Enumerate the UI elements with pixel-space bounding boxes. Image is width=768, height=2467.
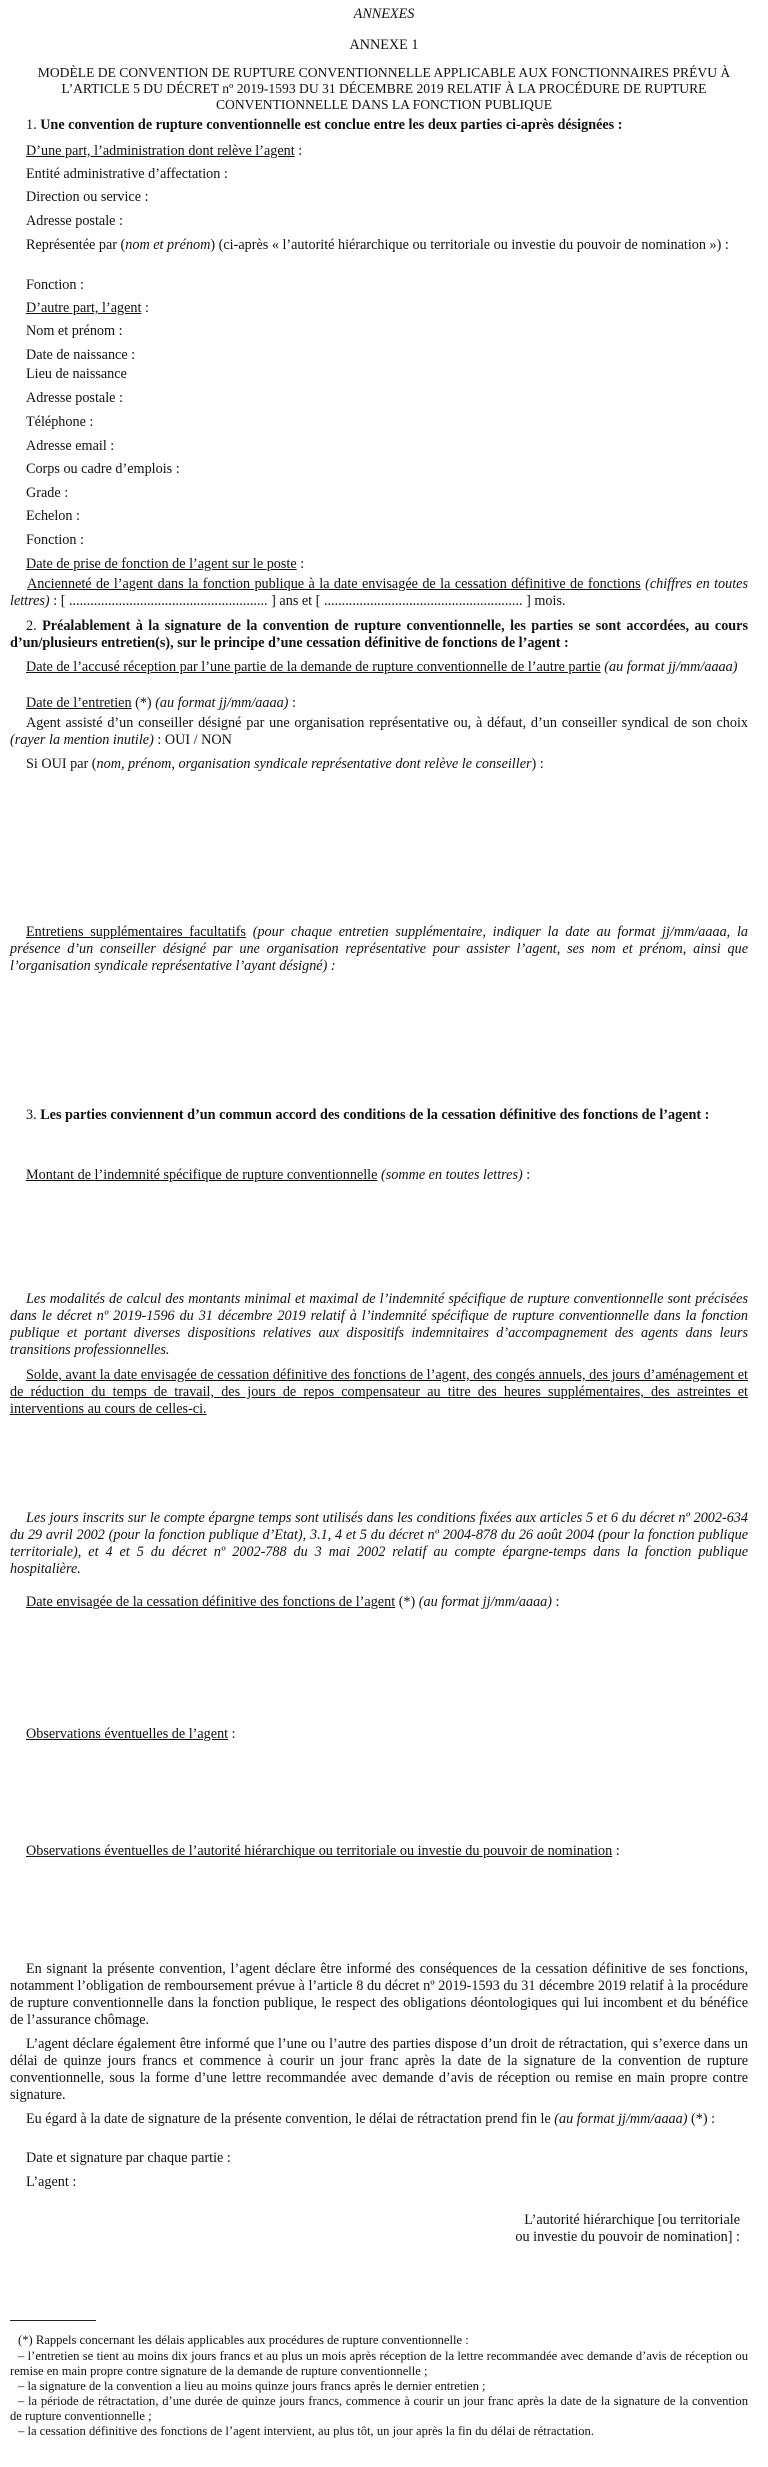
field-entite: Entité administrative d’affectation : bbox=[26, 166, 228, 182]
accuse-label: Date de l’accusé réception par l’une partie de la demande de rupture conventionnelle de l’autre partie bbox=[26, 659, 601, 675]
footnote-item: – la cessation définitive des fonctions de l’agent intervient, au plus tôt, un jour après la fin du délai de rétractation. bbox=[18, 2424, 594, 2438]
signature-agent: L’agent : bbox=[26, 2174, 77, 2190]
field-email: Adresse email : bbox=[26, 438, 115, 454]
field-observations-autorite: Observations éventuelles de l’autorité hiérarchique ou territoriale ou investie du pouvoir de nomination : bbox=[26, 1843, 620, 1859]
field-echelon: Echelon : bbox=[26, 508, 80, 524]
rep-text-b: nom et prénom bbox=[125, 237, 211, 253]
field-lieu-naissance: Lieu de naissance bbox=[26, 366, 127, 382]
section-1-title: Une convention de rupture conventionnelle est conclue entre les deux parties ci-après désignées : bbox=[40, 117, 623, 133]
footnote-item: – la période de rétractation, d’une durée de quinze jours francs, commence à courir un jour franc après la date de la signature de la convention de rupture conventionnelle ; bbox=[10, 2394, 748, 2423]
retractation-format: (au format jj/mm/aaaa) bbox=[554, 2111, 688, 2127]
footnote-title: (*) Rappels concernant les délais applicables aux procédures de rupture conventionnelle : bbox=[18, 2333, 469, 2347]
obs-autorite-label: Observations éventuelles de l’autorité hiérarchique ou territoriale ou investie du pouvoir de nomination bbox=[26, 1843, 613, 1859]
anciennete-note: (chiffres en toutes lettres) bbox=[10, 576, 748, 609]
closing-paragraph-1: En signant la présente convention, l’agent déclare être informé des conséquences de la cessation définitive de ses fonctions, notamment l’obligation de remboursement prévue à l’article 8 du décret nº 2019-1593 du 31 décembre 2019 relatif à la procédure de rupture conventionnelle dans la fonction publique, le respect des obligations déontologiques qui lui incombent et du bénéfice de l’assurance chômage. bbox=[10, 1961, 748, 2028]
field-adresse-agent: Adresse postale : bbox=[26, 390, 123, 406]
field-observations-agent: Observations éventuelles de l’agent : bbox=[26, 1726, 236, 1742]
document-title: MODÈLE DE CONVENTION DE RUPTURE CONVENTIONNELLE APPLICABLE AUX FONCTIONNAIRES PRÉVU À L’ARTICLE 5 DU DÉCRET nº 2019-1593 DU 31 DÉCEMBRE 2019 RELATIF À LA PROCÉDURE DE RUPTURE CONVENTIONNELLE DANS LA FONCTION PUBLIQUE bbox=[37, 65, 731, 112]
field-si-oui bbox=[26, 756, 746, 773]
date-cessation-star: (*) bbox=[395, 1594, 419, 1610]
obs-agent-label: Observations éventuelles de l’agent bbox=[26, 1726, 229, 1742]
section-2-number: 2. bbox=[26, 618, 37, 634]
field-date-cessation bbox=[26, 1594, 746, 1611]
modalites-calcul: Les modalités de calcul des montants minimal et maximal de l’indemnité spécifique de rupture conventionnelle sont précisées dans le décret nº 2019-1596 du 31 décembre 2019 relatif à l’indemnité spécifique de rupture conventionnelle dans la fonction publique et portant diverses dispositions relatives aux dispositifs indemnitaires d’accompagnement des agents dans leurs transitions professionnelles. bbox=[10, 1291, 748, 1358]
supp-label: Entretiens supplémentaires facultatifs bbox=[26, 924, 246, 940]
field-adresse-admin: Adresse postale : bbox=[26, 213, 123, 229]
sioui-b: nom, prénom, organisation syndicale représentative dont relève le conseiller bbox=[96, 756, 532, 772]
closing-paragraph-2: L’agent déclare également être informé que l’une ou l’autre des parties dispose d’un droit de rétractation, qui s’exerce dans un délai de quinze jours francs et commence à courir un jour franc après la date de la signature de la convention de rupture conventionnelle, sous la forme d’une lettre recommandée avec demande d’avis de réception ou remise en main propre contre signature. bbox=[10, 2036, 748, 2103]
field-date-naissance: Date de naissance : bbox=[26, 347, 136, 363]
entretien-star: (*) bbox=[131, 695, 156, 711]
closing-paragraph-3 bbox=[10, 2111, 748, 2128]
assiste-choice: : OUI / NON bbox=[153, 732, 232, 748]
signature-autorite-line-1: L’autorité hiérarchique [ou territoriale bbox=[524, 2212, 740, 2228]
field-anciennete bbox=[10, 576, 748, 610]
anciennete-label: Ancienneté de l’agent dans la fonction publique à la date envisagée de la cessation définitive de fonctions bbox=[27, 576, 641, 592]
agent-party-label: D’autre part, l’agent bbox=[26, 300, 142, 316]
solde-conges: Solde, avant la date envisagée de cessation définitive des fonctions de l’agent, des congés annuels, des jours d’aménagement et de réduction du temps de travail, des jours de repos compensateur au titre des heures supplémentaires, des astreintes et interventions au cours de celles-ci. bbox=[10, 1367, 748, 1417]
field-fonction-agent: Fonction : bbox=[26, 532, 84, 548]
field-representee bbox=[26, 237, 746, 254]
footnote-separator bbox=[10, 2320, 96, 2321]
anciennete-blank: : [ ........................................................ ] ans et [ ........................................................ ] mois. bbox=[49, 593, 566, 609]
field-prise-fonction: Date de prise de fonction de l’agent sur le poste : bbox=[26, 556, 305, 572]
accuse-format: (au format jj/mm/aaaa) bbox=[604, 659, 738, 675]
admin-party-label: D’une part, l’administration dont relève l’agent bbox=[26, 143, 295, 159]
admin-party: D’une part, l’administration dont relève l’agent : bbox=[26, 143, 303, 159]
section-2-heading bbox=[10, 618, 748, 652]
field-entretiens-supplementaires bbox=[10, 924, 748, 975]
field-grade: Grade : bbox=[26, 485, 69, 501]
field-corps: Corps ou cadre d’emplois : bbox=[26, 461, 180, 477]
signature-autorite-line-2: ou investie du pouvoir de nomination] : bbox=[515, 2229, 740, 2245]
field-accuse-reception bbox=[10, 659, 748, 676]
assiste-note: (rayer la mention inutile) bbox=[10, 732, 154, 748]
retractation-star: (*) : bbox=[687, 2111, 716, 2127]
footnote-item: – l’entretien se tient au moins dix jours francs et au plus un mois après réception de la lettre recommandée avec demande d’avis de réception ou remise en main propre contre signature de la demande de rupture conventionnelle ; bbox=[10, 2349, 748, 2378]
rep-text-a: Représentée par ( bbox=[26, 237, 126, 253]
field-agent-assiste bbox=[10, 715, 748, 749]
field-telephone: Téléphone : bbox=[26, 414, 94, 430]
section-3-heading bbox=[10, 1107, 748, 1124]
field-nom: Nom et prénom : bbox=[26, 323, 123, 339]
section-3-title: Les parties conviennent d’un commun accord des conditions de la cessation définitive des fonctions de l’agent : bbox=[40, 1107, 710, 1123]
section-1-number: 1. bbox=[26, 117, 37, 133]
footnote-item: – la signature de la convention a lieu au moins quinze jours francs après le dernier entretien ; bbox=[18, 2379, 486, 2393]
section-2-title: Préalablement à la signature de la convention de rupture conventionnelle, les parties se sont accordées, au cours d’un/plusieurs entretien(s), sur le principe d’une cessation définitive de fonctions de l’agent : bbox=[10, 618, 748, 651]
field-direction: Direction ou service : bbox=[26, 189, 149, 205]
signature-prompt: Date et signature par chaque partie : bbox=[26, 2150, 231, 2166]
field-date-entretien: Date de l’entretien (*) (au format jj/mm/aaaa) : bbox=[26, 695, 296, 711]
montant-label: Montant de l’indemnité spécifique de rupture conventionnelle bbox=[26, 1167, 378, 1183]
assiste-text: Agent assisté d’un conseiller désigné par une organisation représentative ou, à défaut, d’un conseiller syndical de son choix bbox=[26, 715, 748, 731]
section-3-number: 3. bbox=[26, 1107, 37, 1123]
compte-epargne-temps: Les jours inscrits sur le compte épargne temps sont utilisés dans les conditions fixées aux articles 5 et 6 du décret nº 2002-634 du 29 avril 2002 (pour la fonction publique d’Etat), 3.1, 4 et 5 du décret nº 2004-878 du 26 août 2004 (pour la fonction publique territoriale), et 4 et 5 du décret nº 2002-788 du 3 mai 2002 relatif au compte épargne-temps dans la fonction publique hospitalière. bbox=[10, 1510, 748, 1577]
montant-note: (somme en toutes lettres) bbox=[380, 1167, 523, 1183]
entretien-label: Date de l’entretien bbox=[26, 695, 132, 711]
supp-note: (pour chaque entretien supplémentaire, indiquer la date au format jj/mm/aaaa, la présence d’un conseiller désigné par une organisation représentative pour assister l’agent, ses nom et prénom, ainsi que l’organisation syndicale représentative l’ayant désigné) : bbox=[10, 924, 749, 974]
prise-fonction-label: Date de prise de fonction de l’agent sur le poste bbox=[26, 556, 297, 572]
rep-text-c: ) (ci-après « l’autorité hiérarchique ou territoriale ou investie du pouvoir de nomination ») : bbox=[210, 237, 729, 253]
annexes-heading: ANNEXES bbox=[353, 6, 415, 22]
retractation-text: Eu égard à la date de signature de la présente convention, le délai de rétractation prend fin le bbox=[26, 2111, 555, 2127]
annexe-number: ANNEXE 1 bbox=[349, 37, 419, 53]
field-montant-indemnite: Montant de l’indemnité spécifique de rupture conventionnelle (somme en toutes lettres) : bbox=[26, 1167, 531, 1183]
date-cessation-colon: : bbox=[551, 1594, 560, 1610]
date-cessation-label: Date envisagée de la cessation définitive des fonctions de l’agent bbox=[26, 1594, 396, 1610]
section-1-heading bbox=[26, 117, 746, 134]
date-cessation-format: (au format jj/mm/aaaa) bbox=[418, 1594, 552, 1610]
agent-party: D’autre part, l’agent : bbox=[26, 300, 149, 316]
sioui-c: ) : bbox=[531, 756, 544, 772]
field-fonction-admin: Fonction : bbox=[26, 277, 84, 293]
sioui-a: Si OUI par ( bbox=[26, 756, 97, 772]
entretien-format: (au format jj/mm/aaaa) bbox=[155, 695, 289, 711]
